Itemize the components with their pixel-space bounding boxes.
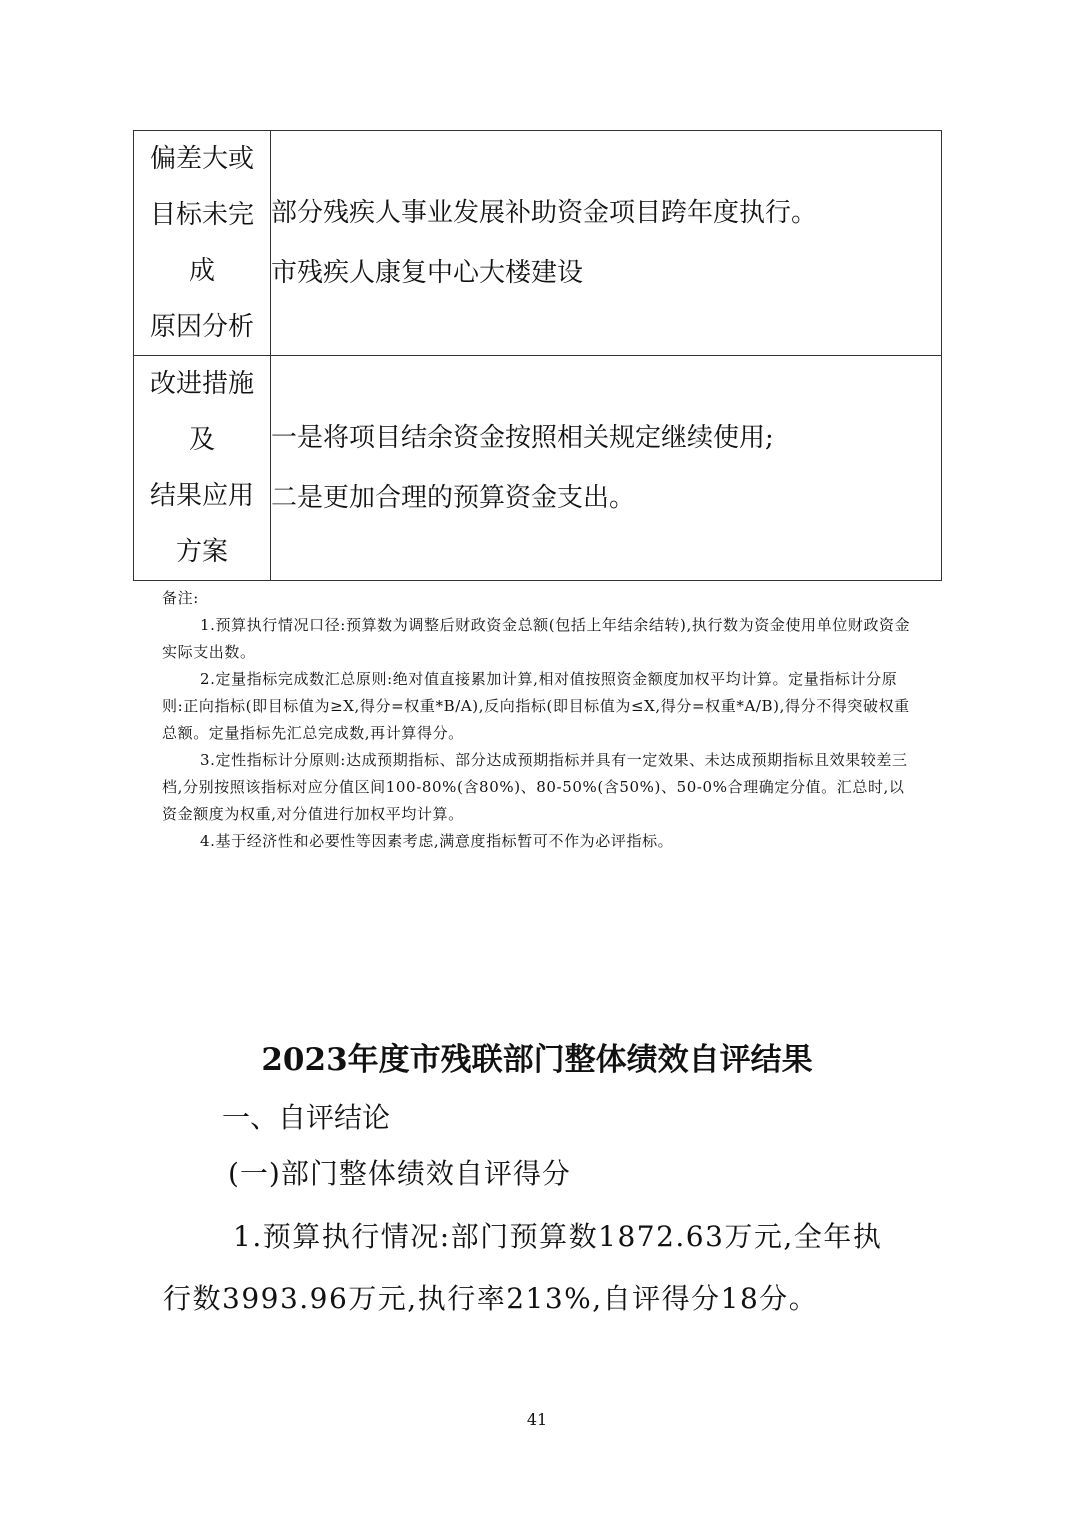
heading-level-1: 一、自评结论 bbox=[222, 1101, 391, 1134]
heading-level-2: (一)部门整体绩效自评得分 bbox=[228, 1157, 571, 1190]
label-line: 偏差大或 bbox=[149, 144, 254, 174]
notes-section bbox=[162, 585, 914, 855]
paragraph-line: 行数3993.96万元,执行率213%,自评得分18分。 bbox=[163, 1282, 819, 1315]
label-line: 成 bbox=[188, 256, 215, 286]
evaluation-table bbox=[133, 130, 942, 581]
row-content-improvement-measures bbox=[271, 356, 942, 581]
content-line: 部分残疾人事业发展补助资金项目跨年度执行。 bbox=[271, 198, 818, 228]
label-line: 方案 bbox=[175, 537, 228, 567]
notes-heading: 备注: bbox=[162, 589, 199, 607]
note-item: 4.基于经济性和必要性等因素考虑,满意度指标暂可不作为必评指标。 bbox=[200, 832, 674, 850]
label-line: 目标未完 bbox=[149, 200, 254, 230]
content-line: 二是更加合理的预算资金支出。 bbox=[271, 483, 636, 513]
content-line: 市残疾人康复中心大楼建设 bbox=[271, 258, 584, 288]
table-row bbox=[134, 356, 942, 581]
label-line: 结果应用 bbox=[149, 481, 254, 511]
note-item: 2.定量指标完成数汇总原则:绝对值直接累加计算,相对值按照资金额度加权平均计算。定量指标计分原则:正向指标(即目标值为≥X,得分=权重*B/A),反向指标(即目标值为≤X,得分=权重*A/B),得分不得突破权重总额。定量指标先汇总完成数,再计算得分。 bbox=[162, 670, 910, 742]
page-number: 41 bbox=[526, 1410, 548, 1429]
note-item: 1.预算执行情况口径:预算数为调整后财政资金总额(包括上年结余结转),执行数为资金使用单位财政资金实际支出数。 bbox=[162, 616, 911, 661]
note-item: 3.定性指标计分原则:达成预期指标、部分达成预期指标并具有一定效果、未达成预期指标且效果较差三档,分别按照该指标对应分值区间100-80%(含80%)、80-50%(含50%)、50-0%合理确定分值。汇总时,以资金额度为权重,对分值进行加权平均计算。 bbox=[162, 751, 908, 823]
label-line: 及 bbox=[188, 425, 215, 455]
row-label-improvement-measures bbox=[134, 356, 271, 581]
row-label-deviation-analysis bbox=[134, 131, 271, 356]
table-row bbox=[134, 131, 942, 356]
label-line: 改进措施 bbox=[149, 369, 254, 399]
label-line: 原因分析 bbox=[149, 312, 254, 342]
paragraph-line: 1.预算执行情况:部门预算数1872.63万元,全年执 bbox=[233, 1220, 883, 1253]
content-line: 一是将项目结余资金按照相关规定继续使用; bbox=[271, 423, 774, 453]
row-content-deviation-analysis bbox=[271, 131, 942, 356]
budget-paragraph bbox=[163, 1206, 923, 1330]
section-title: 2023年度市残联部门整体绩效自评结果 bbox=[261, 1042, 813, 1078]
